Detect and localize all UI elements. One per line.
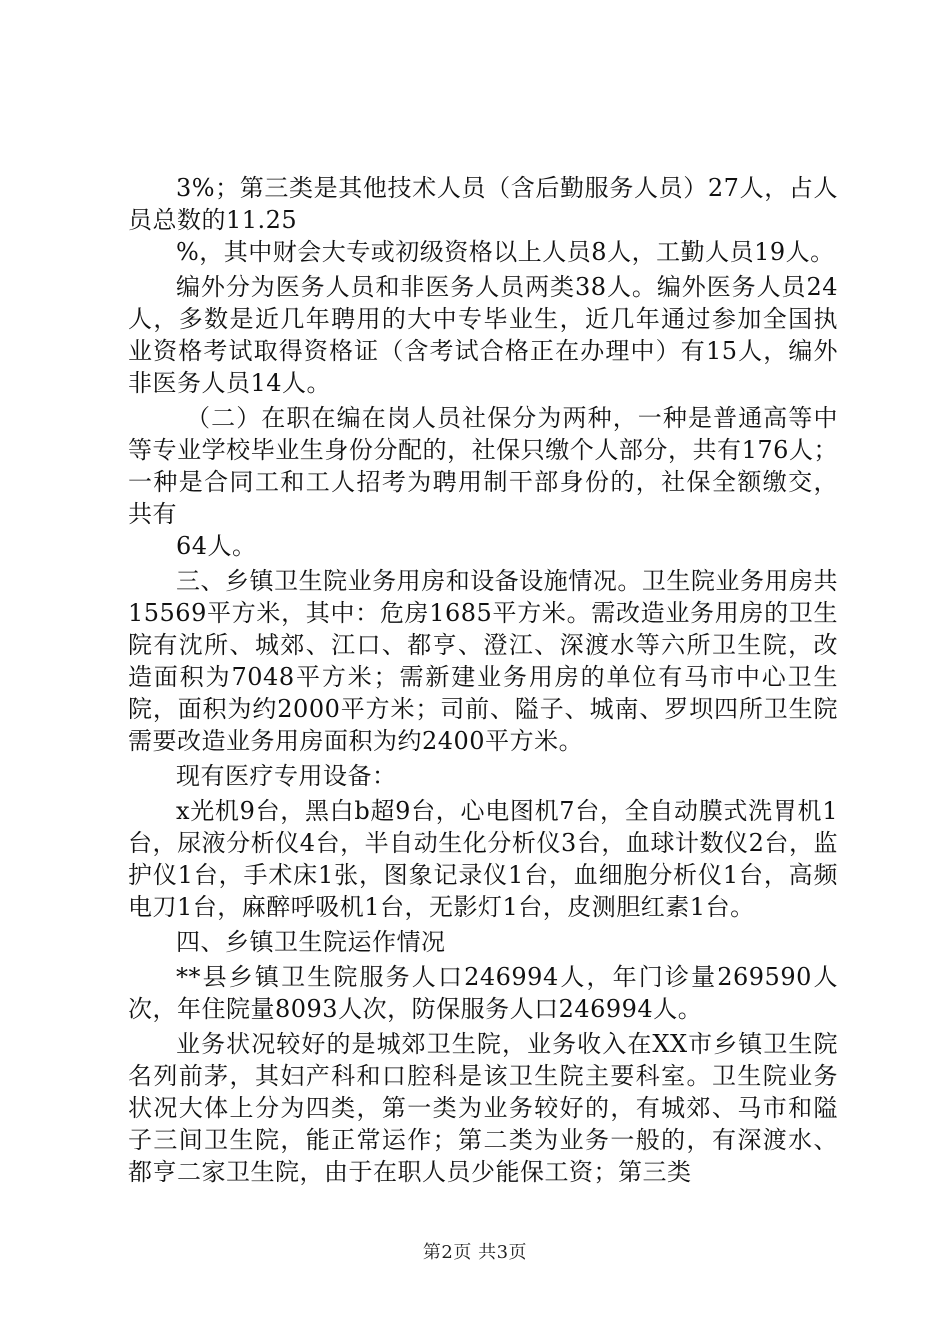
paragraph-business-status: 业务状况较好的是城郊卫生院，业务收入在XX市乡镇卫生院名列前茅，其妇产科和口腔科是该卫生院主要科室。卫生院业务状况大体上分为四类，第一类为业务较好的，有城郊、马市和隘子三间卫生院，能正常运作；第二类为业务一般的，有深渡水、都亨二家卫生院，由于在职人员少能保工资；第三类 <box>128 1030 838 1186</box>
paragraph-social-security: （二）在职在编在岗人员社保分为两种，一种是普通高等中等专业学校毕业生身份分配的，社保只缴个人部分，共有176人；一种是合同工和工人招考为聘用制干部身份的，社保全额缴交，共有 <box>128 404 838 528</box>
page-footer: 第2页 共3页 <box>422 1242 528 1263</box>
paragraph-service-population: **县乡镇卫生院服务人口246994人，年门诊量269590人次，年住院量8093人次，防保服务人口246994人。 <box>128 963 838 1023</box>
paragraph-staff-percent: %，其中财会大专或初级资格以上人员8人，工勤人员19人。 <box>176 238 835 266</box>
paragraph-contract-staff: 编外分为医务人员和非医务人员两类38人。编外医务人员24人，多数是近几年聘用的大中专毕业生，近几年通过参加全国执业资格考试取得资格证（含考试合格正在办理中）有15人，编外非医务人员14人。 <box>128 273 838 397</box>
document-body <box>128 172 838 1188</box>
paragraph-equipment-heading: 现有医疗专用设备： <box>176 762 397 790</box>
paragraph-equipment-list: x光机9台，黑白b超9台，心电图机7台，全自动膜式洗胃机1台，尿液分析仪4台，半自动生化分析仪3台，血球计数仪2台，监护仪1台，手术床1张，图象记录仪1台，血细胞分析仪1台，高频电刀1台，麻醉呼吸机1台，无影灯1台，皮测胆红素1台。 <box>128 797 838 921</box>
paragraph-buildings-facilities: 三、乡镇卫生院业务用房和设备设施情况。卫生院业务用房共15569平方米，其中：危房1685平方米。需改造业务用房的卫生院有沈所、城郊、江口、都亨、澄江、深渡水等六所卫生院，改造面积为7048平方米；需新建业务用房的单位有马市中心卫生院，面积为约2000平方米；司前、隘子、城南、罗坝四所卫生院需要改造业务用房面积为约2400平方米。 <box>128 567 838 755</box>
section-heading-operations: 四、乡镇卫生院运作情况 <box>176 928 446 956</box>
paragraph-staff-category-three: 3%；第三类是其他技术人员（含后勤服务人员）27人，占人员总数的11.25 <box>128 174 838 234</box>
paragraph-social-security-count: 64人。 <box>176 532 257 560</box>
